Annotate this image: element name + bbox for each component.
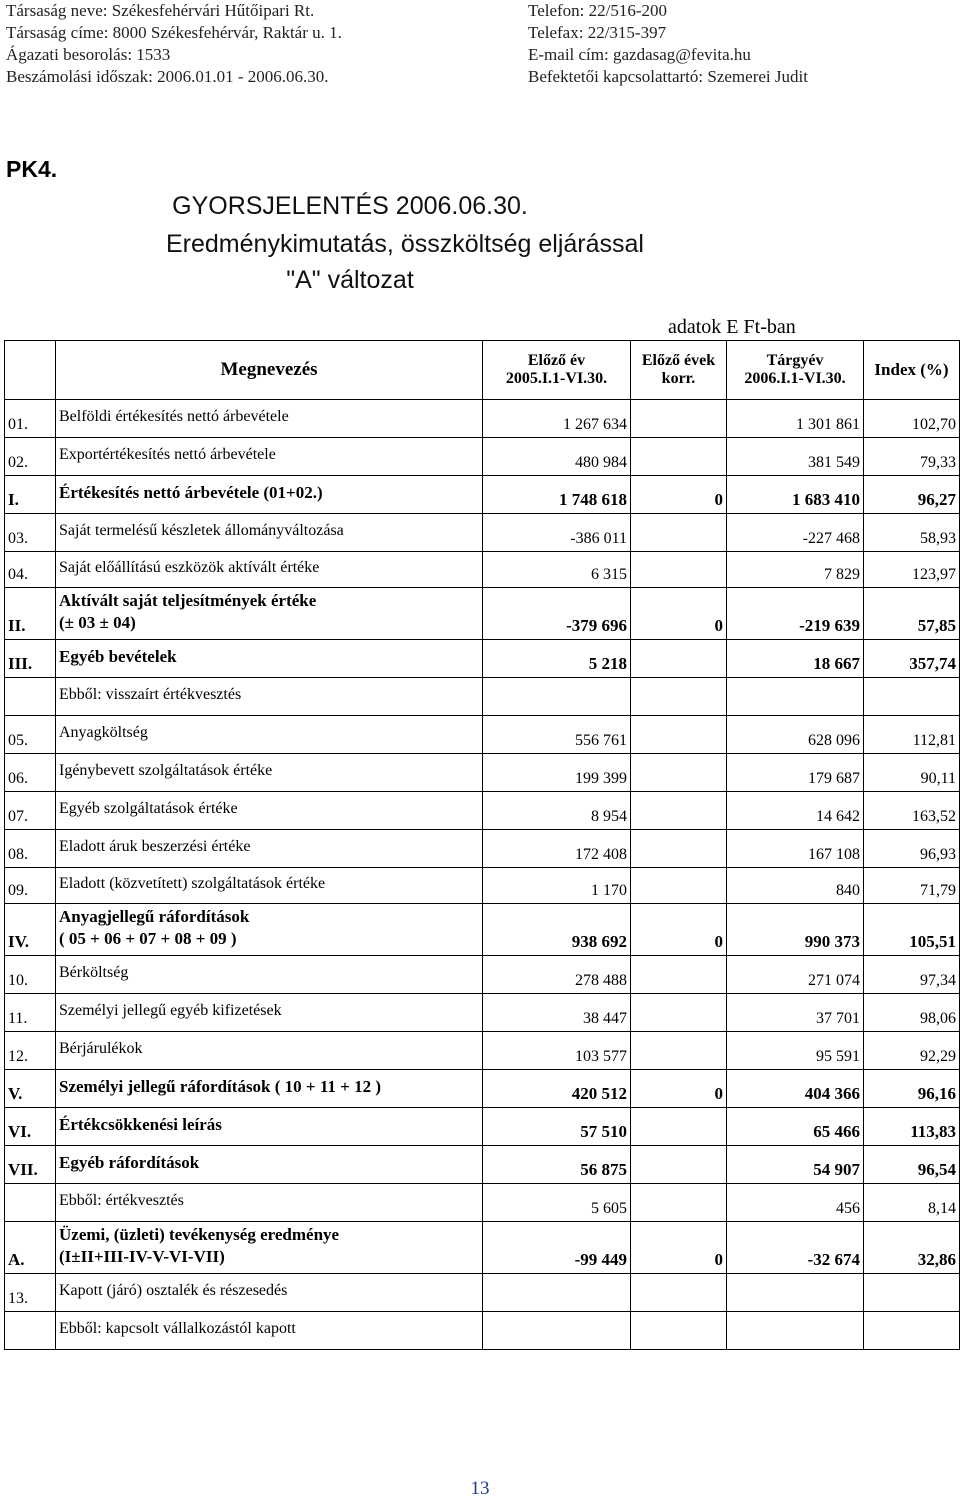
row-code: 02. (5, 438, 56, 476)
row-correction (631, 1146, 727, 1184)
row-name: Saját előállítású eszközök aktívált értéke (56, 552, 483, 588)
income-statement-table (4, 340, 960, 1350)
row-current-year: -219 639 (727, 588, 864, 640)
row-correction (631, 1184, 727, 1222)
row-name: Igénybevett szolgáltatások értéke (56, 754, 483, 792)
company-address: Társaság címe: 8000 Székesfehérvár, Raktár u. 1. (6, 23, 342, 42)
row-index: 8,14 (864, 1184, 960, 1222)
investor-contact: Befektetői kapcsolattartó: Szemerei Judit (528, 67, 808, 86)
row-correction (631, 1032, 727, 1070)
row-correction (631, 792, 727, 830)
company-name: Társaság neve: Székesfehérvári Hűtőipari Rt. (6, 1, 315, 20)
table-row (5, 1274, 960, 1312)
header-name: Megnevezés (56, 341, 483, 400)
row-name: Egyéb bevételek (56, 640, 483, 678)
row-prev-year: 6 315 (483, 552, 631, 588)
row-prev-year: 1 267 634 (483, 400, 631, 438)
row-prev-year (483, 678, 631, 716)
row-current-year: -227 468 (727, 514, 864, 552)
row-name: Belföldi értékesítés nettó árbevétele (56, 400, 483, 438)
row-name: Értékcsökkenési leírás (56, 1108, 483, 1146)
row-current-year: 840 (727, 868, 864, 904)
row-code: VII. (5, 1146, 56, 1184)
row-current-year: 1 301 861 (727, 400, 864, 438)
table-row (5, 904, 960, 956)
row-prev-year: 56 875 (483, 1146, 631, 1184)
row-current-year: 628 096 (727, 716, 864, 754)
row-index: 163,52 (864, 792, 960, 830)
row-current-year: 179 687 (727, 754, 864, 792)
row-name: Személyi jellegű ráfordítások ( 10 + 11 + 12 ) (56, 1070, 483, 1108)
row-index: 90,11 (864, 754, 960, 792)
row-name: Értékesítés nettó árbevétele (01+02.) (56, 476, 483, 514)
row-correction (631, 438, 727, 476)
row-correction: 0 (631, 904, 727, 956)
row-current-year: 404 366 (727, 1070, 864, 1108)
table-row (5, 438, 960, 476)
row-current-year: 456 (727, 1184, 864, 1222)
row-code: VI. (5, 1108, 56, 1146)
row-prev-year: -379 696 (483, 588, 631, 640)
row-correction (631, 716, 727, 754)
row-prev-year: 278 488 (483, 956, 631, 994)
page-number: 13 (470, 1478, 490, 1499)
table-row (5, 476, 960, 514)
row-name: Ebből: értékvesztés (56, 1184, 483, 1222)
row-correction (631, 514, 727, 552)
row-correction: 0 (631, 1222, 727, 1274)
header-current-year: Tárgyév 2006.I.1-VI.30. (727, 341, 864, 400)
row-prev-year: 172 408 (483, 830, 631, 868)
row-code: 03. (5, 514, 56, 552)
row-name: Eladott (közvetített) szolgáltatások értéke (56, 868, 483, 904)
row-index: 96,54 (864, 1146, 960, 1184)
table-row (5, 640, 960, 678)
row-index: 112,81 (864, 716, 960, 754)
row-name: Aktívált saját teljesítmények értéke (± 03 ± 04) (56, 588, 483, 640)
table-row (5, 868, 960, 904)
units-note: adatok E Ft-ban (668, 316, 796, 338)
row-code (5, 678, 56, 716)
row-correction: 0 (631, 588, 727, 640)
table-row (5, 678, 960, 716)
row-name: Személyi jellegű egyéb kifizetések (56, 994, 483, 1032)
row-code: 10. (5, 956, 56, 994)
row-current-year: 65 466 (727, 1108, 864, 1146)
row-index: 92,29 (864, 1032, 960, 1070)
table-row (5, 1184, 960, 1222)
row-code: 05. (5, 716, 56, 754)
row-index: 79,33 (864, 438, 960, 476)
row-index: 96,27 (864, 476, 960, 514)
row-current-year: 37 701 (727, 994, 864, 1032)
row-current-year: 167 108 (727, 830, 864, 868)
row-index (864, 1312, 960, 1350)
row-current-year: 990 373 (727, 904, 864, 956)
row-index: 96,93 (864, 830, 960, 868)
row-correction (631, 552, 727, 588)
row-correction (631, 994, 727, 1032)
row-correction: 0 (631, 1070, 727, 1108)
row-name: Exportértékesítés nettó árbevétele (56, 438, 483, 476)
row-correction (631, 1274, 727, 1312)
header-correction: Előző évek korr. (631, 341, 727, 400)
company-info (6, 0, 342, 88)
row-prev-year: 103 577 (483, 1032, 631, 1070)
row-index: 71,79 (864, 868, 960, 904)
table-header-row (5, 341, 960, 400)
report-code: PK4. (6, 156, 58, 182)
table-row (5, 514, 960, 552)
row-prev-year: 5 218 (483, 640, 631, 678)
row-code: 12. (5, 1032, 56, 1070)
report-title: GYORSJELENTÉS 2006.06.30. (172, 192, 528, 220)
row-prev-year: 480 984 (483, 438, 631, 476)
table-row (5, 994, 960, 1032)
row-prev-year: 199 399 (483, 754, 631, 792)
fax: Telefax: 22/315-397 (528, 23, 667, 42)
row-correction (631, 1108, 727, 1146)
row-prev-year: 8 954 (483, 792, 631, 830)
row-code: 11. (5, 994, 56, 1032)
row-code: 13. (5, 1274, 56, 1312)
row-correction (631, 868, 727, 904)
row-prev-year: -386 011 (483, 514, 631, 552)
row-code: V. (5, 1070, 56, 1108)
table-row (5, 716, 960, 754)
table-row (5, 552, 960, 588)
row-prev-year: 38 447 (483, 994, 631, 1032)
row-prev-year: -99 449 (483, 1222, 631, 1274)
email: E-mail cím: gazdasag@fevita.hu (528, 45, 751, 64)
row-correction (631, 400, 727, 438)
row-prev-year (483, 1312, 631, 1350)
row-index (864, 678, 960, 716)
row-code (5, 1312, 56, 1350)
row-correction (631, 754, 727, 792)
row-index: 98,06 (864, 994, 960, 1032)
row-code: III. (5, 640, 56, 678)
header-prev-year: Előző év 2005.I.1-VI.30. (483, 341, 631, 400)
row-name: Bérjárulékok (56, 1032, 483, 1070)
table-row (5, 754, 960, 792)
row-correction (631, 1312, 727, 1350)
table-row (5, 1222, 960, 1274)
table-row (5, 1032, 960, 1070)
table-row (5, 1070, 960, 1108)
row-index: 113,83 (864, 1108, 960, 1146)
row-code: 01. (5, 400, 56, 438)
row-current-year: 18 667 (727, 640, 864, 678)
row-code: 08. (5, 830, 56, 868)
report-variant: "A" változat (286, 266, 414, 294)
row-index: 96,16 (864, 1070, 960, 1108)
industry-code: Ágazati besorolás: 1533 (6, 45, 171, 64)
row-name: Üzemi, (üzleti) tevékenység eredménye (I±II+III-IV-V-VI-VII) (56, 1222, 483, 1274)
row-current-year (727, 678, 864, 716)
row-name: Egyéb szolgáltatások értéke (56, 792, 483, 830)
row-prev-year: 1 748 618 (483, 476, 631, 514)
row-current-year (727, 1274, 864, 1312)
row-index: 357,74 (864, 640, 960, 678)
row-name: Eladott áruk beszerzési értéke (56, 830, 483, 868)
row-name: Kapott (járó) osztalék és részesedés (56, 1274, 483, 1312)
row-code: 09. (5, 868, 56, 904)
row-current-year (727, 1312, 864, 1350)
header-code (5, 341, 56, 400)
row-prev-year: 556 761 (483, 716, 631, 754)
row-correction (631, 640, 727, 678)
row-code: II. (5, 588, 56, 640)
row-current-year: 7 829 (727, 552, 864, 588)
row-current-year: 54 907 (727, 1146, 864, 1184)
row-correction (631, 830, 727, 868)
row-current-year: 95 591 (727, 1032, 864, 1070)
row-current-year: 1 683 410 (727, 476, 864, 514)
table-row (5, 792, 960, 830)
row-prev-year: 1 170 (483, 868, 631, 904)
row-name: Bérköltség (56, 956, 483, 994)
row-name: Saját termelésű készletek állományváltozása (56, 514, 483, 552)
row-code: 06. (5, 754, 56, 792)
row-name: Ebből: kapcsolt vállalkozástól kapott (56, 1312, 483, 1350)
row-name: Ebből: visszaírt értékvesztés (56, 678, 483, 716)
row-current-year: 271 074 (727, 956, 864, 994)
table-row (5, 830, 960, 868)
row-name: Anyagjellegű ráfordítások ( 05 + 06 + 07 + 08 + 09 ) (56, 904, 483, 956)
row-current-year: 381 549 (727, 438, 864, 476)
row-current-year: 14 642 (727, 792, 864, 830)
phone: Telefon: 22/516-200 (528, 1, 668, 20)
table-row (5, 588, 960, 640)
report-subtitle: Eredménykimutatás, összköltség eljárással (166, 230, 644, 258)
row-correction (631, 956, 727, 994)
row-prev-year: 57 510 (483, 1108, 631, 1146)
row-code: 04. (5, 552, 56, 588)
contact-info (528, 0, 808, 88)
row-code: IV. (5, 904, 56, 956)
row-code: I. (5, 476, 56, 514)
row-index: 57,85 (864, 588, 960, 640)
table-row (5, 1108, 960, 1146)
header-index: Index (%) (864, 341, 960, 400)
table-row (5, 400, 960, 438)
table-row (5, 956, 960, 994)
row-prev-year (483, 1274, 631, 1312)
reporting-period: Beszámolási időszak: 2006.01.01 - 2006.06.30. (6, 67, 329, 86)
row-index: 97,34 (864, 956, 960, 994)
row-correction (631, 678, 727, 716)
row-index: 105,51 (864, 904, 960, 956)
row-current-year: -32 674 (727, 1222, 864, 1274)
row-code: 07. (5, 792, 56, 830)
table-row (5, 1312, 960, 1350)
row-prev-year: 938 692 (483, 904, 631, 956)
row-index: 102,70 (864, 400, 960, 438)
row-index: 123,97 (864, 552, 960, 588)
row-index (864, 1274, 960, 1312)
row-name: Egyéb ráfordítások (56, 1146, 483, 1184)
row-index: 32,86 (864, 1222, 960, 1274)
row-prev-year: 420 512 (483, 1070, 631, 1108)
row-prev-year: 5 605 (483, 1184, 631, 1222)
row-code (5, 1184, 56, 1222)
row-code: A. (5, 1222, 56, 1274)
row-name: Anyagköltség (56, 716, 483, 754)
row-correction: 0 (631, 476, 727, 514)
table-row (5, 1146, 960, 1184)
row-index: 58,93 (864, 514, 960, 552)
